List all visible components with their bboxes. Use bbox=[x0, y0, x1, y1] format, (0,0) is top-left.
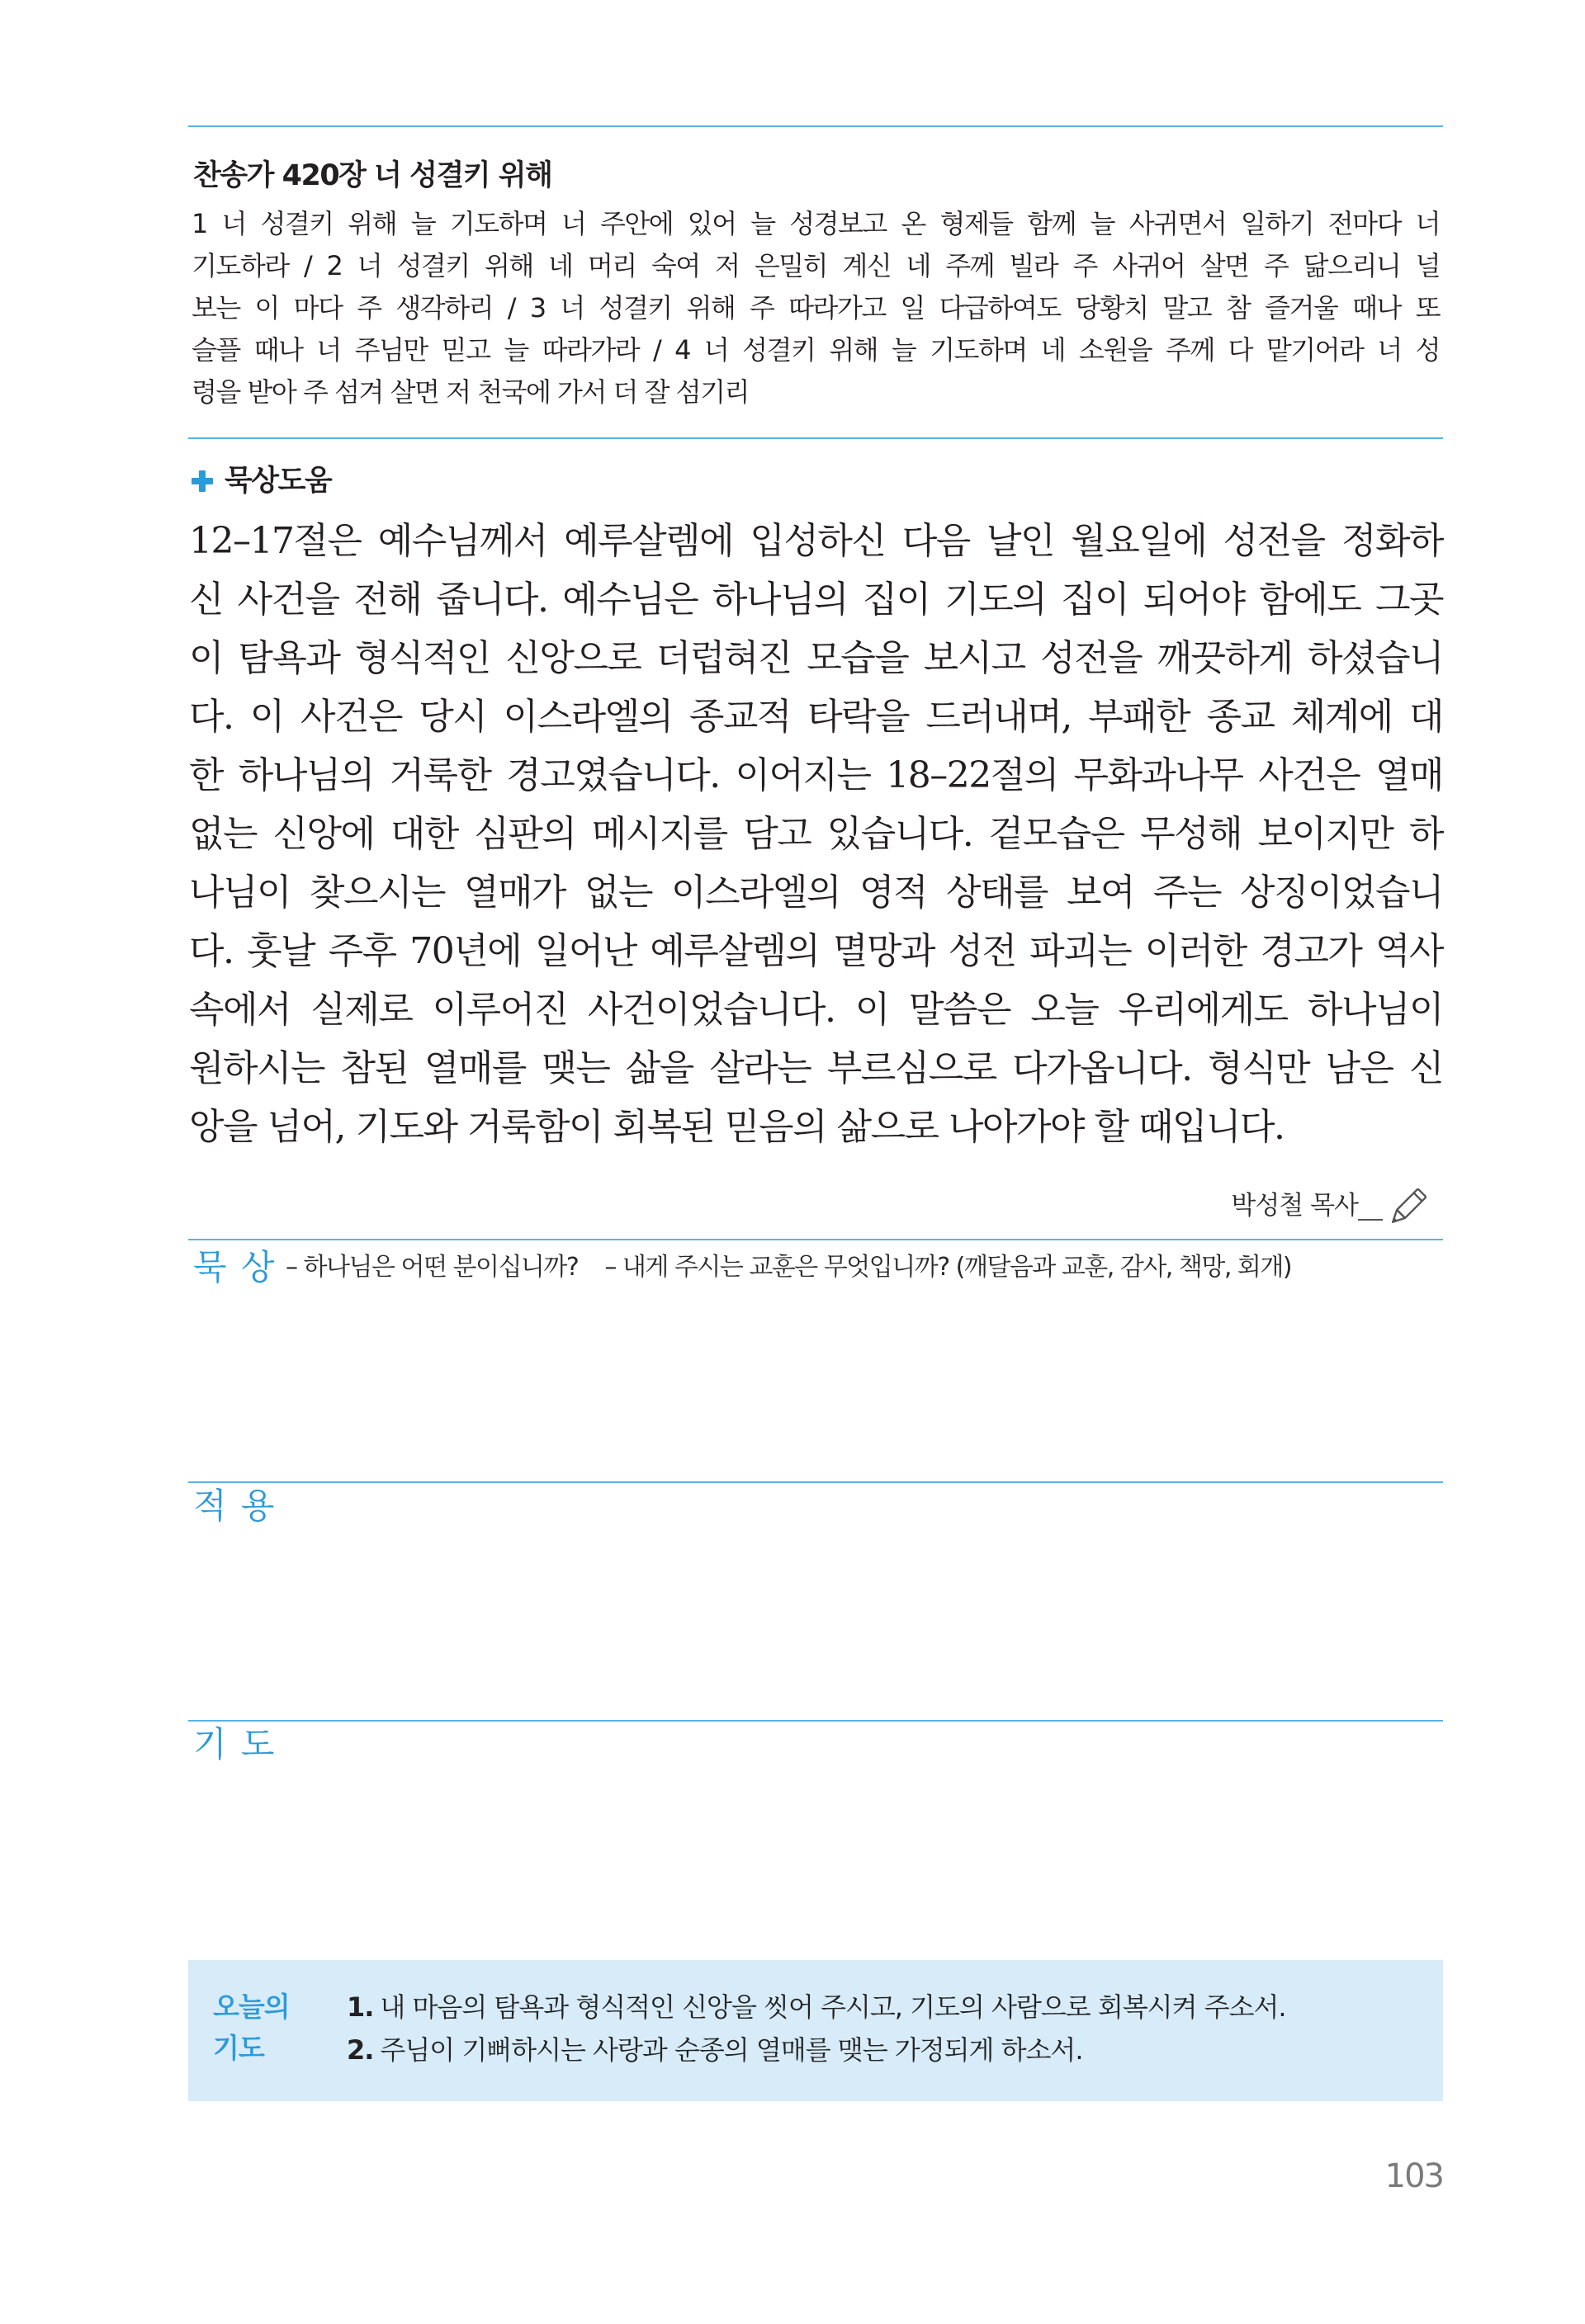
hymn-lyrics bbox=[192, 203, 1440, 413]
prayer-item-text: 주님이 기뻐하시는 사랑과 순종의 열매를 맺는 가정되게 하소서. bbox=[380, 2034, 1083, 2066]
divider-application bbox=[188, 1481, 1443, 1483]
plus-icon bbox=[192, 470, 213, 492]
signature-line bbox=[1358, 1219, 1383, 1221]
meditation-question: – 내게 주시는 교훈은 무엇입니까? (깨달음과 교훈, 감사, 책망, 회개) bbox=[604, 1253, 1292, 1282]
meditation-help-line: 12–17절은 예수님께서 예루살렘에 입성하신 다음 날인 월요일에 성전을 정화하 bbox=[189, 520, 1443, 562]
todays-prayer-label-line: 기도 bbox=[213, 2032, 264, 2064]
divider-top bbox=[188, 125, 1443, 127]
author-signature bbox=[1231, 1179, 1436, 1232]
meditation-help-line: 다. 이 사건은 당시 이스라엘의 종교적 타락을 드러내며, 부패한 종교 체계에 대 bbox=[189, 696, 1443, 738]
hymn-lyrics-line: 보는 이 마다 주 생각하리 / 3 너 성결키 위해 주 따라가고 일 다급하여도 당황치 말고 참 즐거울 때나 또 bbox=[192, 292, 1440, 324]
meditation-help-line: 나님이 찾으시는 열매가 없는 이스라엘의 영적 상태를 보여 주는 상징이었습니 bbox=[189, 872, 1443, 914]
meditation-help-line: 원하시는 참된 열매를 맺는 삶을 살라는 부르심으로 다가옵니다. 형식만 남은 신 bbox=[189, 1047, 1443, 1089]
divider-hymn bbox=[188, 437, 1443, 439]
meditation-help-text bbox=[189, 512, 1443, 1156]
hymn-title: 찬송가 420장 너 성결키 위해 bbox=[193, 159, 552, 192]
divider-meditation bbox=[188, 1239, 1443, 1240]
hymn-lyrics-line: 기도하라 / 2 너 성결키 위해 네 머리 숙여 저 은밀히 계신 네 주께 빌라 주 사귀어 살면 주 닮으리니 널 bbox=[192, 250, 1440, 281]
todays-prayer-list bbox=[347, 1986, 1286, 2071]
meditation-help-line: 한 하나님의 거룩한 경고였습니다. 이어지는 18–22절의 무화과나무 사건은 열매 bbox=[189, 754, 1443, 796]
page-number: 103 bbox=[1384, 2157, 1443, 2195]
meditation-questions bbox=[286, 1249, 1291, 1286]
pencil-icon bbox=[1383, 1179, 1436, 1232]
todays-prayer-item bbox=[347, 1986, 1286, 2029]
prayer-item-number: 2. bbox=[347, 2034, 374, 2066]
meditation-help-line: 신 사건을 전해 줍니다. 예수님은 하나님의 집이 기도의 집이 되어야 함에도 그곳 bbox=[189, 579, 1443, 621]
todays-prayer-label-line: 오늘의 bbox=[213, 1991, 290, 2023]
meditation-help-line: 속에서 실제로 이루어진 사건이었습니다. 이 말씀은 오늘 우리에게도 하나님이 bbox=[189, 989, 1443, 1031]
prayer-label: 기 도 bbox=[193, 1724, 277, 1764]
todays-prayer-label bbox=[213, 1986, 290, 2069]
meditation-help-title: 묵상도움 bbox=[225, 465, 332, 498]
meditation-help-line: 앙을 넘어, 기도와 거룩함이 회복된 믿음의 삶으로 나아가야 할 때입니다. bbox=[189, 1106, 1285, 1148]
author-name: 박성철 목사 bbox=[1231, 1191, 1358, 1221]
meditation-help-line: 다. 훗날 주후 70년에 일어난 예루살렘의 멸망과 성전 파괴는 이러한 경고가 역사 bbox=[189, 930, 1443, 972]
hymn-lyrics-line: 1 너 성결키 위해 늘 기도하며 너 주안에 있어 늘 성경보고 온 형제들 함께 늘 사귀면서 일하기 전마다 너 bbox=[192, 208, 1440, 239]
prayer-item-number: 1. bbox=[347, 1991, 374, 2023]
prayer-item-text: 내 마음의 탐욕과 형식적인 신앙을 씻어 주시고, 기도의 사람으로 회복시켜 주소서. bbox=[380, 1991, 1286, 2023]
divider-prayer bbox=[188, 1720, 1443, 1722]
meditation-help-line: 이 탐욕과 형식적인 신앙으로 더럽혀진 모습을 보시고 성전을 깨끗하게 하셨습니 bbox=[189, 637, 1443, 679]
hymn-lyrics-line: 령을 받아 주 섬겨 살면 저 천국에 가서 더 잘 섬기리 bbox=[192, 376, 749, 408]
meditation-label: 묵 상 bbox=[193, 1247, 277, 1287]
hymn-lyrics-line: 슬플 때나 너 주님만 믿고 늘 따라가라 / 4 너 성결키 위해 늘 기도하며 네 소원을 주께 다 맡기어라 너 성 bbox=[192, 334, 1440, 366]
meditation-help-line: 없는 신앙에 대한 심판의 메시지를 담고 있습니다. 겉모습은 무성해 보이지만 하 bbox=[189, 813, 1443, 855]
todays-prayer-box bbox=[188, 1960, 1443, 2101]
meditation-question: – 하나님은 어떤 분이십니까? bbox=[286, 1253, 579, 1282]
todays-prayer-item bbox=[347, 2029, 1286, 2071]
meditation-help-heading bbox=[192, 463, 331, 499]
application-label: 적 용 bbox=[193, 1486, 277, 1526]
